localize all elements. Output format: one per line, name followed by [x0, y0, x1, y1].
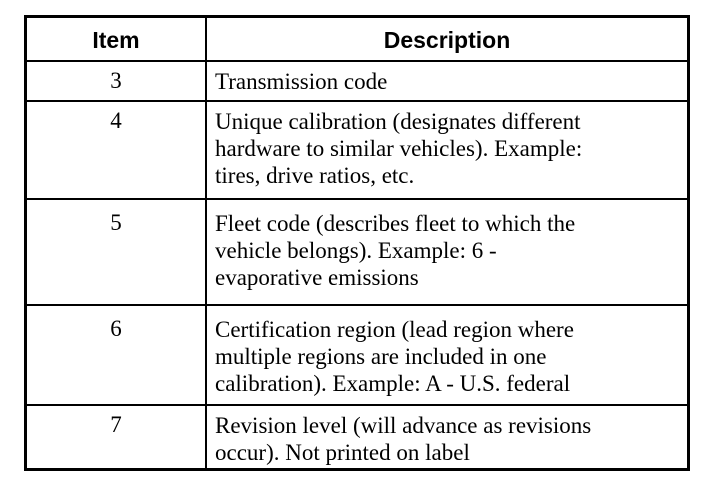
- item-description: Certification region (lead region where multiple regions are included in one calibration). Example: A - U.S. federal: [215, 317, 574, 396]
- table-row: [27, 404, 687, 468]
- item-number: 3: [110, 68, 122, 93]
- item-number: 4: [110, 108, 122, 133]
- table-row: [27, 304, 687, 404]
- item-description: Transmission code: [215, 69, 388, 94]
- item-number: 5: [110, 210, 122, 235]
- calibration-table: [24, 15, 690, 471]
- table-row: [27, 198, 687, 304]
- item-description: Revision level (will advance as revisions occur). Not printed on label: [215, 413, 592, 465]
- header-description: Description: [383, 27, 511, 53]
- header-item: Item: [92, 27, 140, 53]
- item-number: 6: [110, 316, 122, 341]
- item-number: 7: [110, 412, 122, 437]
- table-row: [27, 100, 687, 198]
- table-row: [27, 60, 687, 100]
- item-description: Fleet code (describes fleet to which the vehicle belongs). Example: 6 - evaporative emissions: [215, 211, 576, 290]
- table-header-row: [27, 18, 687, 60]
- item-description: Unique calibration (designates different hardware to similar vehicles). Example: tires, drive ratios, etc.: [215, 109, 583, 188]
